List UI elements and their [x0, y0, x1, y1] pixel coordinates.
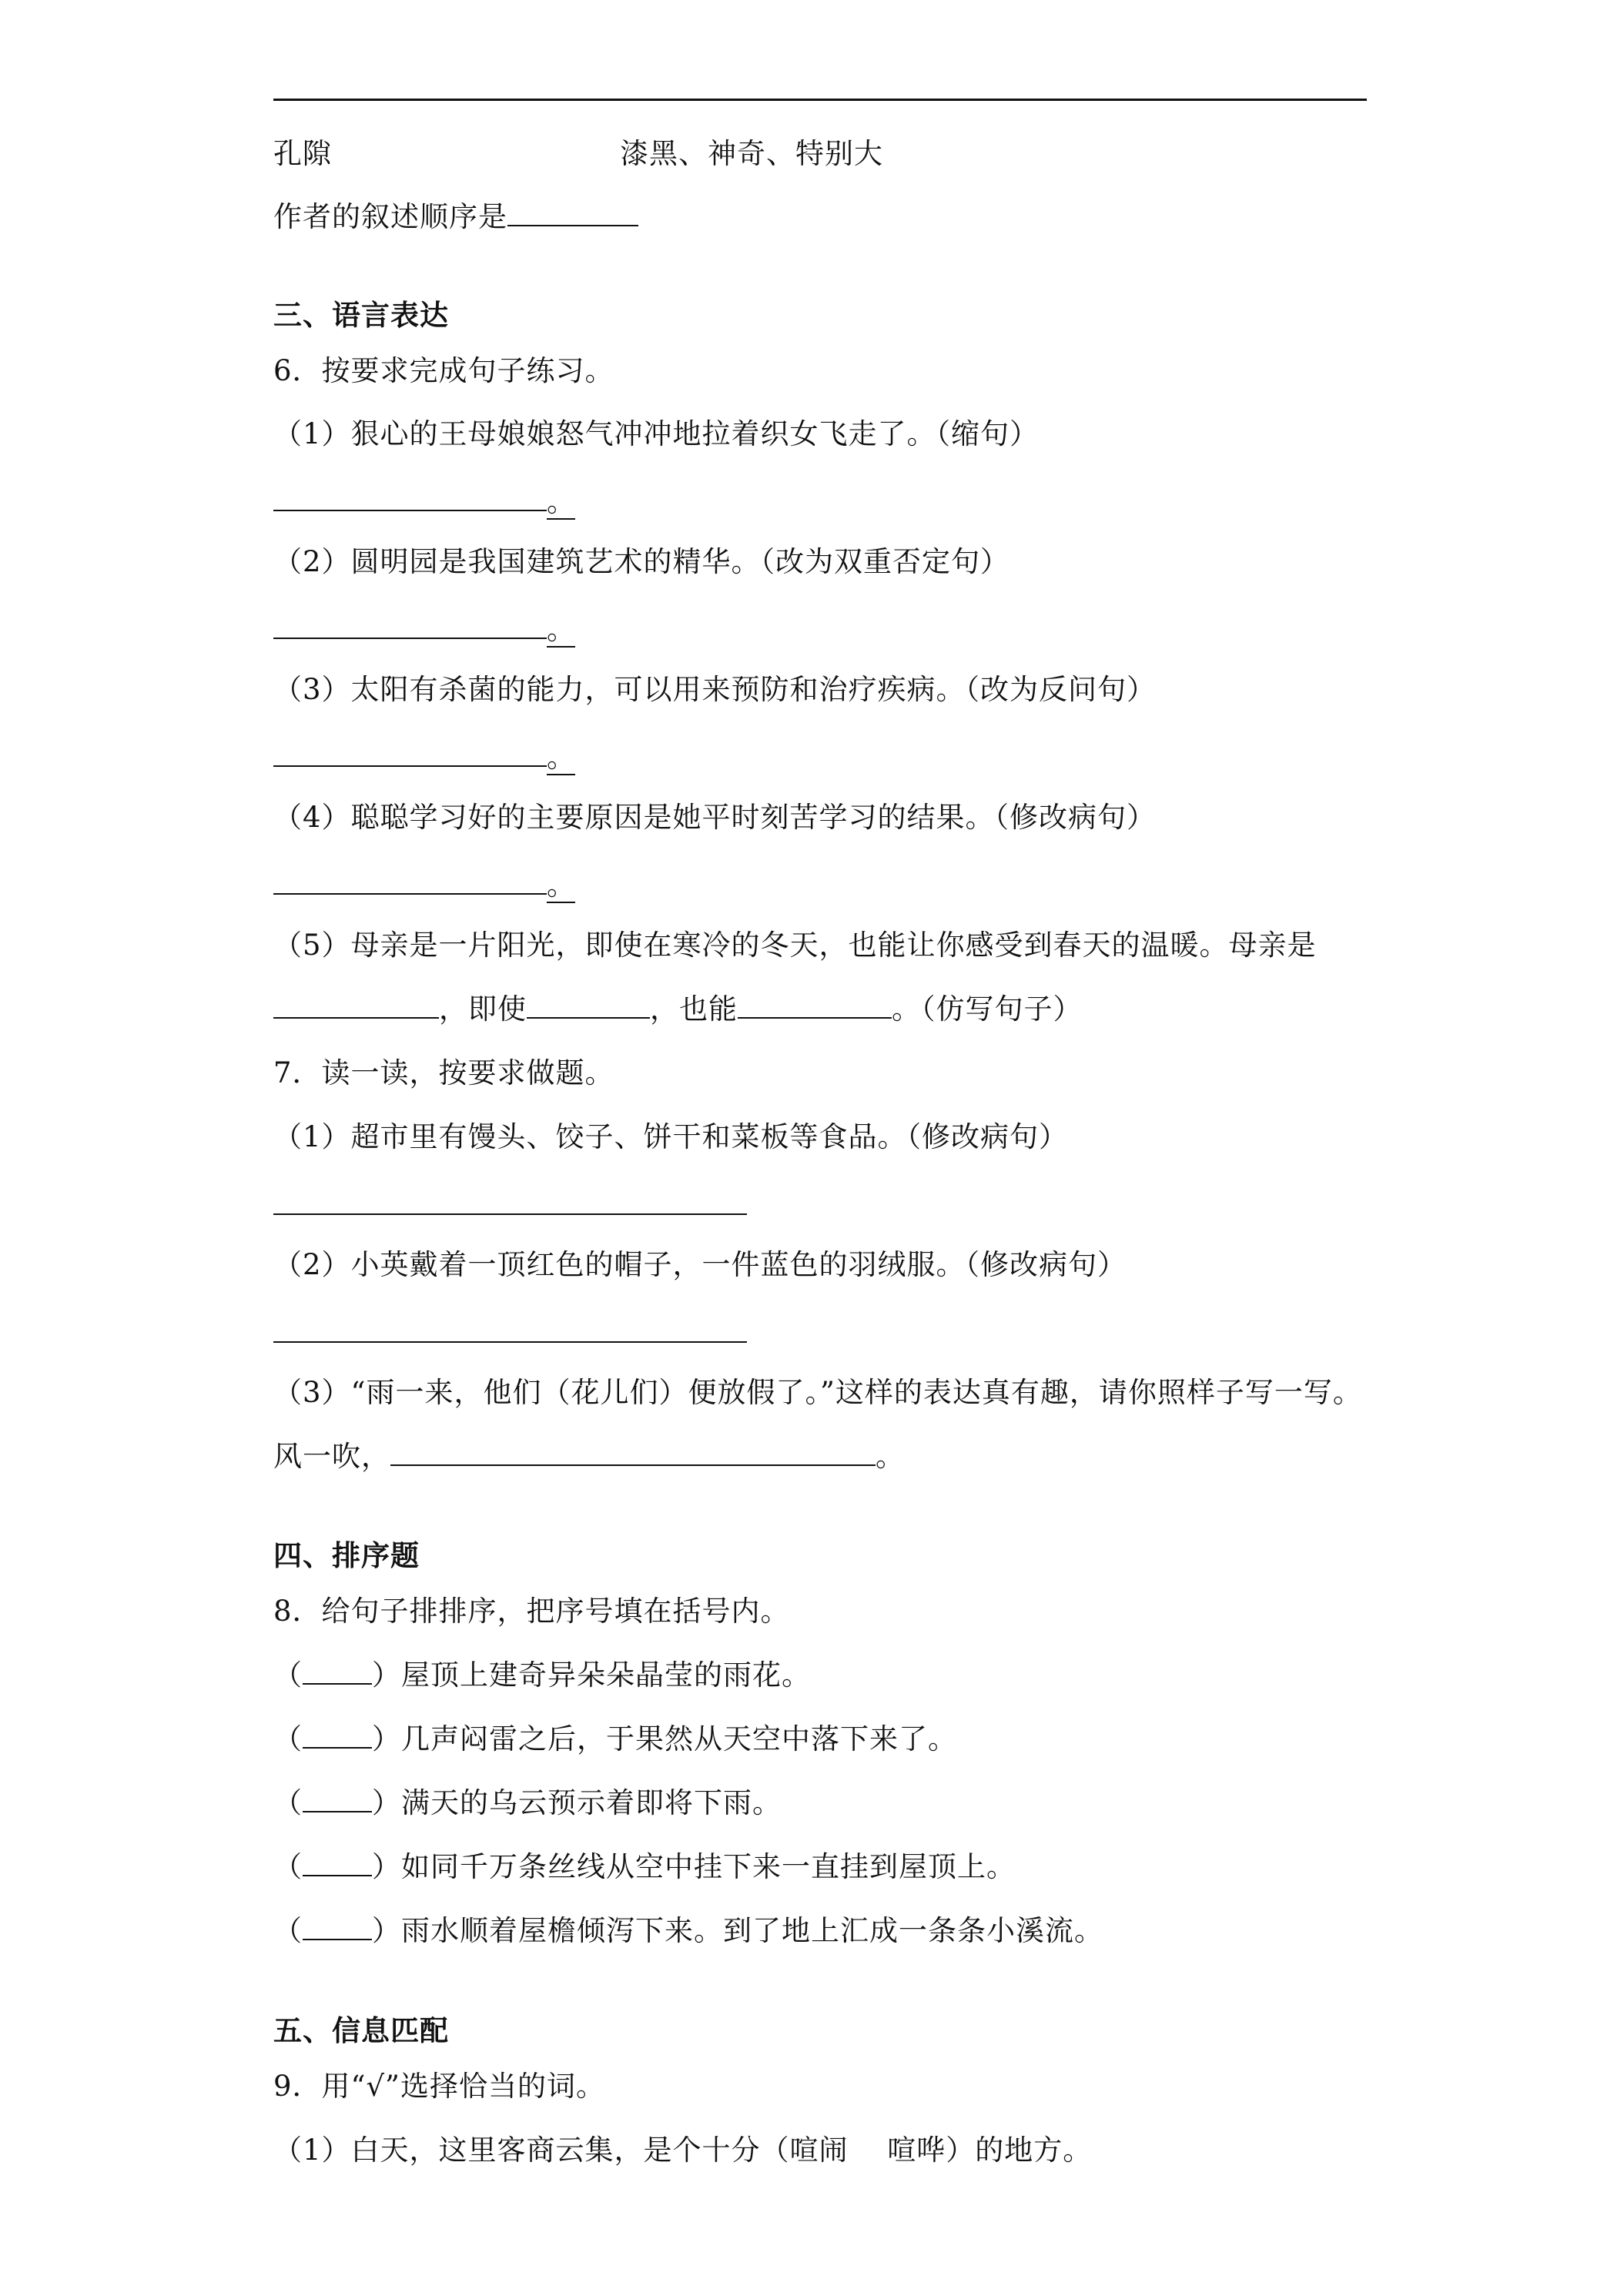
order-line-text: 作者的叙述顺序是	[273, 200, 507, 233]
top-pair-left: 孔隙	[273, 137, 332, 170]
q6-item-3: （3）太阳有杀菌的能力，可以用来预防和治疗疾病。（改为反问句）	[273, 673, 1157, 706]
q7-item-1: （1）超市里有馒头、饺子、饼干和菜板等食品。（修改病句）	[273, 1120, 1069, 1153]
q7-item-3: （3）“雨一来，他们（花儿们）便放假了。”这样的表达真有趣，请你照样子写一写。	[273, 1376, 1362, 1409]
q6-item-1: （1）狠心的王母娘娘怒气冲冲地拉着织女飞走了。（缩句）	[273, 417, 1040, 450]
order-number-blank[interactable]	[303, 1785, 372, 1812]
order-line	[273, 199, 638, 236]
q7-item-2: （2）小英戴着一顶红色的帽子，一件蓝色的羽绒服。（修改病句）	[273, 1248, 1127, 1281]
q7-stem: 7．读一读，按要求做题。	[273, 1056, 614, 1089]
period: 。	[547, 741, 575, 774]
wind-blank[interactable]	[390, 1438, 876, 1466]
paren-open: （	[273, 1914, 303, 1947]
q8-item-text: 雨水顺着屋檐倾泻下来。到了地上汇成一条条小溪流。	[401, 1914, 1103, 1947]
q8-stem: 8．给句子排排序，把序号填在括号内。	[273, 1595, 790, 1628]
answer-blank[interactable]	[273, 738, 547, 767]
answer-blank[interactable]	[273, 865, 547, 895]
answer-blank[interactable]	[273, 482, 547, 511]
q9-stem: 9．用“√”选择恰当的词。	[273, 2070, 605, 2103]
q6-stem: 6．按要求完成句子练习。	[273, 354, 614, 387]
wind-prefix: 风一吹，	[273, 1440, 390, 1473]
imitate-blank-1[interactable]	[273, 991, 439, 1019]
q6-answer-4	[273, 865, 575, 902]
q8-item-text: 屋顶上建奇异朵朵晶莹的雨花。	[401, 1658, 811, 1692]
period: 。	[547, 485, 575, 518]
q9-item-1: （1）白天，这里客商云集，是个十分（喧闹 喧哗）的地方。	[273, 2134, 1093, 2167]
paren-close: ）	[372, 1914, 401, 1947]
q6-item-5: （5）母亲是一片阳光，即使在寒冷的冬天，也能让你感受到春天的温暖。母亲是	[273, 929, 1317, 962]
order-number-blank[interactable]	[303, 1721, 372, 1749]
order-blank[interactable]	[507, 199, 638, 226]
section3-title: 三、语言表达	[273, 298, 449, 332]
top-rule	[273, 99, 1367, 101]
q6-item-5-tail	[273, 991, 1083, 1028]
paren-open: （	[273, 1786, 303, 1819]
q8-item	[273, 1721, 957, 1758]
q8-item	[273, 1657, 811, 1694]
q8-item-text: 几声闷雷之后，于果然从天空中落下来了。	[401, 1722, 957, 1755]
q6-answer-1	[273, 482, 575, 519]
order-number-blank[interactable]	[303, 1913, 372, 1940]
answer-blank[interactable]	[273, 610, 547, 639]
answer-blank[interactable]	[273, 1186, 747, 1215]
q8-item	[273, 1849, 1016, 1886]
tail-text-b: ，也能	[650, 992, 738, 1026]
imitate-blank-2[interactable]	[527, 991, 650, 1019]
q6-answer-2	[273, 610, 575, 647]
q6-item-4: （4）聪聪学习好的主要原因是她平时刻苦学习的结果。（修改病句）	[273, 801, 1157, 834]
section5-title: 五、信息匹配	[273, 2013, 449, 2047]
order-number-blank[interactable]	[303, 1849, 372, 1876]
q8-item-text: 如同千万条丝线从空中挂下来一直挂到屋顶上。	[401, 1850, 1016, 1883]
answer-blank[interactable]	[273, 1314, 747, 1343]
paren-close: ）	[372, 1850, 401, 1883]
q7-answer-2	[273, 1314, 747, 1350]
order-number-blank[interactable]	[303, 1657, 372, 1685]
tail-text-a: ，即使	[439, 992, 527, 1026]
tail-text-c: 。（仿写句子）	[892, 992, 1083, 1026]
top-pair	[273, 136, 332, 172]
section4-title: 四、排序题	[273, 1538, 420, 1572]
q7-answer-1	[273, 1186, 747, 1223]
paren-close: ）	[372, 1658, 401, 1692]
period: 。	[547, 613, 575, 646]
wind-suffix: 。	[876, 1440, 905, 1473]
q6-item-2: （2）圆明园是我国建筑艺术的精华。（改为双重否定句）	[273, 545, 1010, 578]
paren-open: （	[273, 1722, 303, 1755]
q7-wind-line	[273, 1438, 905, 1475]
top-pair-right: 漆黑、神奇、特别大	[620, 137, 883, 170]
paren-close: ）	[372, 1786, 401, 1819]
period: 。	[547, 869, 575, 902]
paren-open: （	[273, 1658, 303, 1692]
q8-item-text: 满天的乌云预示着即将下雨。	[401, 1786, 782, 1819]
imitate-blank-3[interactable]	[738, 991, 892, 1019]
q8-item	[273, 1785, 782, 1822]
paren-close: ）	[372, 1722, 401, 1755]
q8-item	[273, 1913, 1103, 1950]
paren-open: （	[273, 1850, 303, 1883]
q6-answer-3	[273, 738, 575, 775]
